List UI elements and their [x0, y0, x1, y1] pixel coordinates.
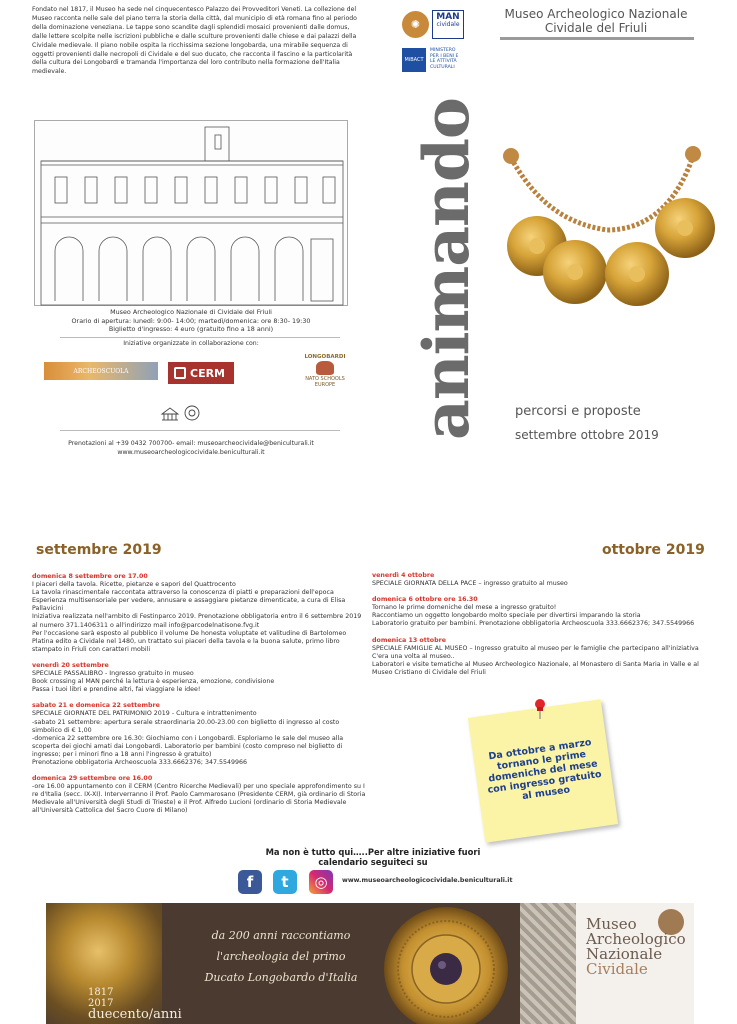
mibact-logo — [402, 48, 464, 74]
man-logo — [402, 10, 460, 40]
divider — [60, 430, 340, 431]
tagline-line: Ducato Longobardo d'Italia — [204, 971, 358, 984]
follow-us-text: Ma non è tutto qui…..Per altre iniziative fuori calendario seguiteci su — [265, 847, 481, 867]
cerm-logo — [168, 362, 234, 384]
event-item — [32, 775, 368, 815]
mibact-logo-text — [430, 48, 458, 70]
october-events — [372, 572, 704, 685]
brand-city: Cividale — [586, 960, 648, 978]
month-heading-september: settembre 2019 — [36, 542, 162, 558]
sticky-note: Da ottobre a marzo tornano le prime domeniche del mese con ingresso gratuito al museo — [468, 699, 618, 842]
collab-title: Iniziative organizzate in collaborazione con: — [123, 340, 259, 347]
booking-info — [34, 440, 348, 457]
museum-building-drawing — [34, 120, 348, 306]
museum-address — [34, 308, 348, 334]
subtitle-dates: settembre ottobre 2019 — [515, 428, 659, 442]
mibact-line: CULTURALI — [430, 64, 455, 70]
address-line: Orario di apertura: lunedì: 9:00- 14:00; martedì/domenica: ore 8:30- 19:30 — [71, 316, 311, 325]
event-date: domenica 13 ottobre — [372, 636, 446, 644]
event-item — [372, 596, 704, 628]
event-date: domenica 29 settembre ore 16.00 — [32, 775, 153, 783]
event-item — [32, 662, 368, 694]
september-events — [32, 573, 368, 824]
man-emblem-icon: ✺ — [402, 11, 429, 38]
banner-tagline — [176, 925, 386, 988]
divider — [60, 337, 340, 338]
event-description: Laboratori e visite tematiche al Museo Archeologico Nazionale, al Monastero di Santa Maria in Valle e al Museo Cristiano di Cividale del Friuli — [372, 660, 699, 676]
brand-line: Archeologico — [586, 930, 686, 948]
archeoscuola-logo-text: ARCHEOSCUOLA — [73, 367, 129, 375]
event-description: SPECIALE FAMIGLIE AL MUSEO – Ingresso gratuito al museo per le famiglie che partecipano all'iniziativa C'era una volta al museo.. — [372, 644, 699, 660]
gold-necklace-image — [497, 144, 727, 314]
address-line: Museo Archeologico Nazionale di Cividale del Friuli — [110, 308, 272, 316]
event-description: -sabato 21 settembre: apertura serale straordinaria 20.00-23.00 con biglietto di ingresso al costo simbolico di € 1,00 — [32, 718, 340, 734]
longobardi-logo — [302, 354, 348, 388]
mibact-mark-icon: MiBACT — [402, 48, 426, 72]
event-description: La tavola rinascimentale raccontata attraverso la conoscenza di piatti e preparazioni dell'epoca Esperienza multisensoriale per vedere, annusare e assaggiare pietanze dimenticate, a cura di Elisa Pallavicini — [32, 589, 346, 613]
museum-name — [498, 7, 694, 35]
event-date: venerdì 20 settembre — [32, 661, 109, 669]
mibact-line: MINISTERO — [430, 48, 456, 53]
instagram-icon[interactable]: ◎ — [309, 870, 333, 894]
cerm-mark-icon — [174, 367, 186, 379]
tagline-line: da 200 anni raccontiamo — [211, 929, 351, 942]
event-description: Laboratorio gratuito per bambini. Prenotazione obbligatoria Archeoscuola 333.6662376; 347.5549966 — [372, 620, 695, 628]
event-item — [32, 702, 368, 767]
brand-line: Nazionale — [586, 945, 663, 963]
cerm-logo-text: CERM — [190, 366, 226, 380]
event-date: venerdì 4 ottobre — [372, 572, 435, 579]
longobardi-emblem-icon — [316, 361, 334, 375]
years-label: duecento/anni — [88, 1007, 182, 1022]
facebook-icon[interactable]: f — [238, 870, 262, 894]
subtitle: percorsi e proposte — [515, 404, 641, 419]
event-description: Passa i tuoi libri e prendine altri, fai viaggiare le idee! — [32, 686, 201, 694]
website-link[interactable]: www.museoarcheologicocividale.beniculturali.it — [342, 877, 513, 884]
mibact-line: LE ATTIVITÀ — [430, 59, 457, 65]
event-item — [32, 573, 368, 654]
man-logo-short: MAN — [436, 12, 460, 22]
animando-title: animando — [409, 98, 483, 440]
year-end: 2017 — [88, 998, 114, 1009]
month-heading-october: ottobre 2019 — [602, 542, 705, 558]
event-description: Book crossing al MAN perché la lettura è esperienza, emozione, condivisione — [32, 678, 275, 686]
event-description: Tornano le prime domeniche del mese a ingresso gratuito! — [372, 604, 557, 612]
year-start: 1817 — [88, 987, 114, 998]
museum-brand-text — [586, 917, 690, 977]
event-date: domenica 8 settembre ore 17.00 — [32, 573, 148, 580]
push-pin-icon — [532, 698, 548, 720]
archeoscuola-logo — [44, 362, 158, 380]
bicentenary-years — [88, 987, 182, 1020]
event-item — [372, 572, 704, 588]
man-logo-text — [432, 10, 464, 39]
unesco-logo — [160, 404, 210, 422]
booking-line: Prenotazioni al +39 0432 700700- email: museoarcheocividale@beniculturali.it — [68, 440, 314, 447]
event-description: Per l'occasione sarà esposto al pubblico il volume De honesta voluptate et valitudine di Bartolomeo Platina edito a Cividale nel 1480, un trattato sui piaceri della tavola e la buona salute, primo libro stampato in Friuli con caratteri mobili — [32, 629, 347, 653]
tagline-line: l'archeologia del primo — [216, 950, 346, 963]
event-item — [372, 637, 704, 677]
event-date: sabato 21 e domenica 22 settembre — [32, 702, 160, 710]
museum-intro-text: Fondato nel 1817, il Museo ha sede nel cinquecentesco Palazzo dei Provveditori Veneti. La collezione del Museo racconta nelle sale del piano terra la storia della città, dal municipio di età romana fino al periodo della dominazione veneziana. Le tappe sono scandite dagli splendidi mosaici provenienti dalle domus, dalle lettere scolpite nelle iscrizioni pubbliche e dalle sculture provenienti dalle chiese e dai palazzi della Cividale medievale. Il piano nobile ospita la ricchissima sezione longobarda, una mirabile sequenza di oggetti provenienti dalle necropoli di Cividale e del suo ducato, che racconta il fascino e la particolarità della cultura dei Longobardi e tramanda l'importanza del loro contributo nella formazione dell'Italia medievale. — [32, 6, 357, 76]
museum-name-line: Museo Archeologico Nazionale — [504, 7, 688, 21]
event-description: -domenica 22 settembre ore 16.30: Giochiamo con i Longobardi. Esploriamo le sale del museo alla scoperta dei giochi amati dai Longobardi. Laboratorio per bambini (costo compreso nel biglietto di ingresso; per i minori fino a 18 anni l'ingresso è gratuito) — [32, 734, 344, 758]
event-description: I piaceri della tavola. Ricette, pietanze e sapori del Quattrocento — [32, 581, 236, 589]
longobardi-logo-sub: NATO SCHOOLS EUROPE — [305, 376, 345, 388]
bicentenary-banner — [46, 903, 694, 1024]
event-description: -ore 16.00 appuntamento con il CERM (Centro Ricerche Medievali) per uno speciale approfondimento su I re d'Italia (secc. IX-XI). Interverranno il Prof. Paolo Cammarosano (Presidente CERM, già ordinario di Storia Medievale all'Università degli Studi di Trieste) e il Prof. Alfredo Lucioni (ordinario di Storia Medievale all'Università Cattolica del Sacro Cuore di Milano) — [32, 783, 366, 815]
event-description: SPECIALE GIORNATA DELLA PACE – ingresso gratuito al museo — [372, 580, 568, 588]
address-line: Biglietto d'ingresso: 4 euro (gratuito fino a 18 anni) — [108, 325, 274, 334]
gold-brooch-image — [366, 907, 526, 1024]
event-description: Raccontiamo un oggetto longobardo molto speciale per divertirsi imparando la storia — [372, 612, 641, 620]
event-description: SPECIALE PASSALIBRO - Ingresso gratuito in museo — [32, 670, 194, 678]
event-description: Iniziativa realizzata nell'ambito di Festinparco 2019. Prenotazione obbligatoria entro il 6 settembre 2019 al numero 371.1406311 o all'indirizzo mail info@parcodelnatisone.fvg.it — [32, 613, 362, 629]
booking-line: www.museoarcheologicocividale.beniculturali.it — [117, 448, 265, 456]
museum-name-line: Cividale del Friuli — [544, 21, 648, 35]
man-logo-city: cividale — [436, 21, 460, 28]
longobardi-logo-title: LONGOBARDI — [304, 354, 346, 360]
event-description: SPECIALE GIORNATE DEL PATRIMONIO 2019 - Cultura e intrattenimento — [32, 710, 257, 718]
event-description: Prenotazione obbligatoria Archeoscuola 333.6662376; 347.5549966 — [32, 758, 248, 766]
mibact-line: PER I BENI E — [430, 53, 459, 59]
twitter-icon[interactable]: t — [273, 870, 297, 894]
event-date: domenica 6 ottobre ore 16.30 — [372, 596, 478, 604]
brand-line: Museo — [586, 915, 637, 933]
header-rule — [500, 37, 694, 40]
